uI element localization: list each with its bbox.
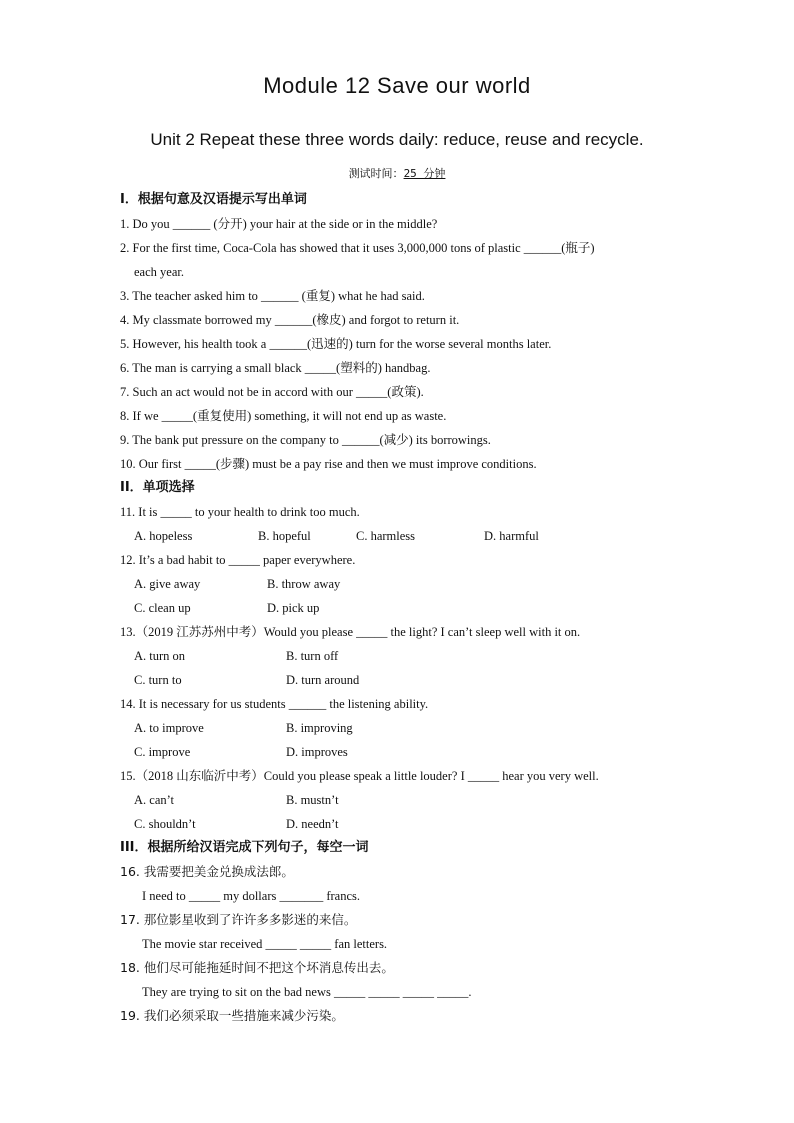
question-8: 8. If we _____(重复使用) something, it will not end up as waste. <box>120 409 447 423</box>
question-13-options-ab <box>120 644 680 668</box>
question-7: 7. Such an act would not be in accord with our _____(政策). <box>120 385 424 399</box>
question-19-chinese: 19. 我们必须采取一些措施来减少污染。 <box>120 1008 344 1023</box>
question-13: 13.（2019 江苏苏州中考）Would you please _____ the light? I can’t sleep well with it on. <box>120 625 581 639</box>
test-time-label: 测试时间： <box>348 167 404 180</box>
option-d: D. improves <box>286 745 348 759</box>
option-c: C. harmless <box>356 529 416 543</box>
option-a: A. hopeless <box>134 529 193 543</box>
test-time <box>0 165 794 181</box>
option-a: A. turn on <box>134 649 186 663</box>
question-2: 2. For the first time, Coca-Cola has showed that it uses 3,000,000 tons of plastic ______(瓶子) <box>120 241 595 255</box>
question-16-english: I need to _____ my dollars _______ francs. <box>142 889 361 903</box>
question-12: 12. It’s a bad habit to _____ paper everywhere. <box>120 553 356 567</box>
option-b: B. hopeful <box>258 529 311 543</box>
question-15: 15.（2018 山东临沂中考）Could you please speak a little louder? I _____ hear you very well. <box>120 769 599 783</box>
question-3: 3. The teacher asked him to ______ (重复) what he had said. <box>120 289 425 303</box>
question-14-options-ab <box>120 716 680 740</box>
question-12-options-cd <box>120 596 680 620</box>
section-3-heading: III．根据所给汉语完成下列句子，每空一词 <box>120 840 369 855</box>
question-2-continued: each year. <box>134 265 184 279</box>
question-15-options-cd <box>120 812 680 836</box>
option-d: D. pick up <box>267 601 320 615</box>
question-14: 14. It is necessary for us students ______ the listening ability. <box>120 697 429 711</box>
question-15-options-ab <box>120 788 680 812</box>
option-a: A. to improve <box>134 721 204 735</box>
option-d: D. harmful <box>484 529 539 543</box>
question-12-options-ab <box>120 572 680 596</box>
option-c: C. clean up <box>134 601 191 615</box>
question-17-chinese: 17. 那位影星收到了许许多多影迷的来信。 <box>120 912 357 927</box>
question-14-options-cd <box>120 740 680 764</box>
question-11-options <box>120 524 680 548</box>
question-5: 5. However, his health took a ______(迅速的) turn for the worse several months later. <box>120 337 552 351</box>
option-d: D. needn’t <box>286 817 339 831</box>
question-6: 6. The man is carrying a small black _____(塑料的) handbag. <box>120 361 431 375</box>
test-time-value: 25 分钟 <box>403 167 446 180</box>
question-4: 4. My classmate borrowed my ______(橡皮) and forgot to return it. <box>120 313 460 327</box>
unit-subtitle: Unit 2 Repeat these three words daily: reduce, reuse and recycle. <box>150 130 644 149</box>
question-17-english: The movie star received _____ _____ fan letters. <box>142 937 388 951</box>
option-b: B. turn off <box>286 649 339 663</box>
question-16-chinese: 16. 我需要把美金兑换成法郎。 <box>120 864 294 879</box>
option-b: B. throw away <box>267 577 341 591</box>
option-d: D. turn around <box>286 673 360 687</box>
option-c: C. improve <box>134 745 191 759</box>
option-a: A. can’t <box>134 793 175 807</box>
question-9: 9. The bank put pressure on the company to ______(减少) its borrowings. <box>120 433 491 447</box>
question-18-english: They are trying to sit on the bad news _____ _____ _____ _____. <box>142 985 472 999</box>
question-1: 1. Do you ______ (分开) your hair at the side or in the middle? <box>120 217 438 231</box>
section-1-heading: I．根据句意及汉语提示写出单词 <box>120 192 307 207</box>
page-title: Module 12 Save our world <box>263 73 531 98</box>
worksheet-content <box>120 188 680 1028</box>
question-11: 11. It is _____ to your health to drink too much. <box>120 505 360 519</box>
question-10: 10. Our first _____(步骤) must be a pay rise and then we must improve conditions. <box>120 457 537 471</box>
option-b: B. improving <box>286 721 353 735</box>
question-18-chinese: 18. 他们尽可能拖延时间不把这个坏消息传出去。 <box>120 960 394 975</box>
option-c: C. turn to <box>134 673 182 687</box>
option-a: A. give away <box>134 577 201 591</box>
option-c: C. shouldn’t <box>134 817 196 831</box>
section-2-heading: II．单项选择 <box>120 480 195 495</box>
question-13-options-cd <box>120 668 680 692</box>
option-b: B. mustn’t <box>286 793 339 807</box>
